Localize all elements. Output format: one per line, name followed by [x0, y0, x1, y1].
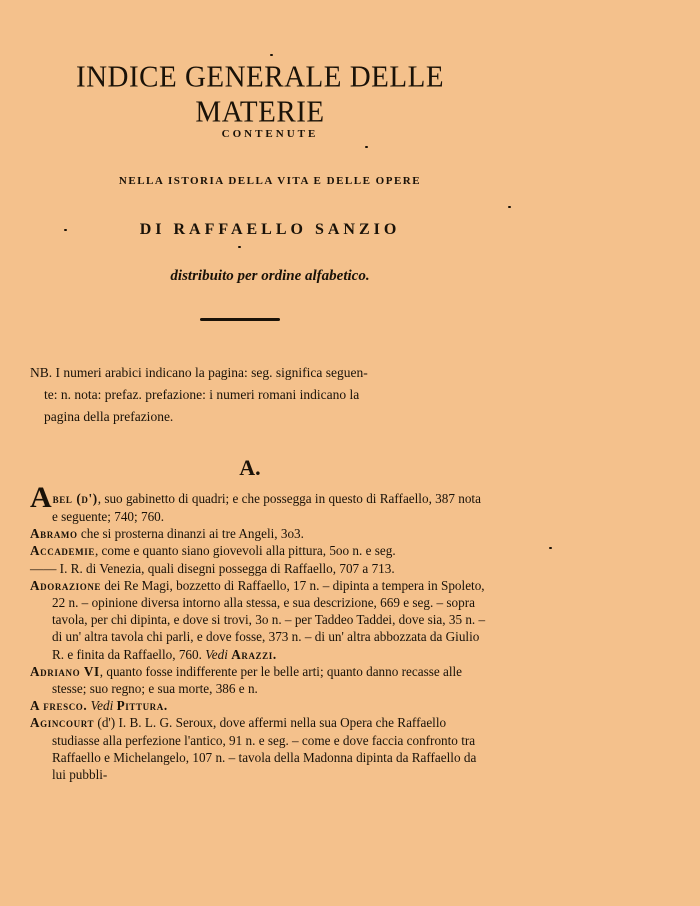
ink-speck [270, 54, 273, 56]
entry-text: dei Re Magi, bozzetto di Raffaello, 17 n. – dipinta a tempera in Spoleto, 22 n. – opinione diversa intorno alla stessa, e sua descrizione, 669 e seg. – sopra tavola, per chi dipinta, e dove si trovi, 3o n. – per Taddeo Taddei, dove sia, 35 n. – di un' altra tavola chi parli, e dove fosse, 373 n. – di un' altra abbozzata da Giulio R. e finita da Raffaello, 760. [52, 577, 486, 662]
entry-head: Adorazione [30, 577, 102, 593]
entry-text: , come e quanto siano giovevoli alla pittura, 5oo n. e seg. [94, 543, 396, 559]
index-entry [30, 542, 488, 559]
index-entry [30, 577, 488, 663]
index-entry [30, 560, 488, 577]
index-entry [30, 481, 488, 525]
note-line: NB. I numeri arabici indicano la pagina: seg. significa seguen- [30, 365, 368, 380]
see-label: Vedi [90, 698, 114, 714]
note-line: te: n. nota: prefaz. prefazione: i numeri romani indicano la [44, 387, 360, 402]
entry-head: Agincourt [30, 715, 95, 731]
entry-head: bel (d') [52, 491, 98, 506]
decorative-rule [200, 318, 280, 321]
index-entry [30, 714, 488, 783]
entry-head: Adriano VI [30, 663, 100, 679]
section-letter: A. [239, 455, 261, 480]
ink-speck [508, 206, 511, 208]
ink-speck [549, 547, 552, 549]
index-entry [30, 525, 488, 542]
ink-speck [238, 246, 241, 248]
index-entry [30, 697, 488, 714]
see-reference: Pittura. [116, 698, 168, 714]
note-block [30, 362, 490, 428]
ink-speck [365, 146, 368, 148]
note-line: pagina della prefazione. [44, 409, 174, 424]
entry-text: che si prosterna dinanzi ai tre Angeli, 3o3. [77, 526, 304, 542]
page-title: INDICE GENERALE DELLE MATERIE [75, 60, 445, 129]
entry-text: , suo gabinetto di quadri; e che possegga in questo di Raffaello, 387 nota e seguente; 740; 760. [52, 491, 481, 524]
subtitle-ordine: distribuito per ordine alfabetico. [170, 268, 370, 284]
subtitle-istoria: NELLA ISTORIA DELLA VITA E DELLE OPERE [118, 175, 422, 187]
entry-text: (d') I. B. L. G. Seroux, dove affermi nella sua Opera che Raffaello studiasse alla perfezione l'antico, 91 n. e seg. – come e dove faccia confronto tra Raffaello e Michelangelo, 107 n. – tavola della Madonna dipinta da Raffaello da lui pubbli- [52, 715, 477, 783]
index-entry [30, 663, 488, 697]
entry-text: , quanto fosse indifferente per le belle arti; quanto danno recasse alle stesse; suo regno; e sua morte, 386 e n. [52, 663, 463, 697]
see-label: Vedi [205, 646, 228, 662]
drop-cap: A [30, 481, 52, 514]
ink-speck [64, 229, 67, 231]
entry-head: Accademie [30, 543, 95, 559]
index-entries [30, 481, 488, 783]
entry-head: Abramo [30, 526, 78, 542]
subtitle-raffaello: DI RAFFAELLO SANZIO [139, 221, 401, 238]
subtitle-contenute: CONTENUTE [221, 128, 319, 140]
entry-head: A fresco. [30, 698, 88, 714]
entry-text: di Venezia, quali disegni possegga di Raffaello, 707 a 713. [82, 560, 395, 576]
entry-head: —— I. R. [30, 560, 83, 576]
see-reference: Arazzi. [231, 646, 277, 662]
